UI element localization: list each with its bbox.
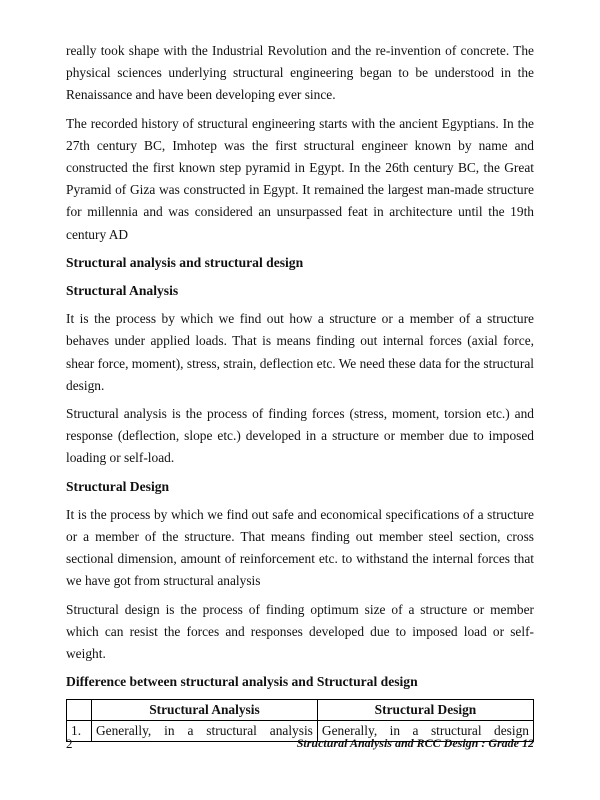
table-cell-design: Generally, in a structural design: [317, 721, 533, 742]
analysis-heading: Structural Analysis: [66, 283, 179, 299]
design-paragraph-1: It is the process by which we find out safe and economical specifications of a structure or a member of the structure. That means finding out member steel section, cross sectional dimension, amount of reinforcement etc. to withstand the internal forces that we have got from structural analysis: [66, 506, 534, 589]
table-cell-analysis: Generally, in a structural analysis: [92, 721, 318, 742]
analysis-paragraph-1: It is the process by which we find out how a structure or a member of a structure behaves under applied loads. That is means finding out internal forces (axial force, shear force, moment), stress, strain, deflection etc. We need these data for the structural design.: [66, 311, 534, 393]
page-content: [66, 40, 534, 742]
difference-heading: Difference between structural analysis and Structural design: [66, 674, 418, 690]
paragraph-history: The recorded history of structural engineering starts with the ancient Egyptians. In the 27th century BC, Imhotep was the first structural engineer known by name and constructed the first known step pyramid in Egypt. In the 26th century BC, the Great Pyramid of Giza was constructed in Egypt. It remained the largest man-made structure for millennia and was considered an unsurpassed feat in architecture until the 19th century AD: [66, 115, 534, 242]
book-title: Structural Analysis and RCC Design : Grade 12: [296, 736, 534, 750]
section-heading: Structural analysis and structural design: [66, 254, 304, 270]
page-number: 2: [66, 736, 73, 751]
table-header-analysis: Structural Analysis: [92, 700, 318, 721]
table-header-number: [67, 700, 92, 721]
paragraph-intro: really took shape with the Industrial Revolution and the re-invention of concrete. The physical sciences underlying structural engineering began to be understood in the Renaissance and have been developing ever since.: [66, 43, 534, 103]
design-paragraph-2: Structural design is the process of finding optimum size of a structure or member which can resist the forces and responses developed due to imposed load or self-weight.: [66, 601, 534, 662]
table-header-design: Structural Design: [317, 700, 533, 721]
analysis-paragraph-2: Structural analysis is the process of finding forces (stress, moment, torsion etc.) and response (deflection, slope etc.) developed in a structure or member due to imposed loading or self-load.: [66, 406, 534, 466]
table-header-row: [67, 700, 534, 721]
table-cell-number: 1.: [67, 721, 92, 742]
design-heading: Structural Design: [66, 478, 170, 494]
